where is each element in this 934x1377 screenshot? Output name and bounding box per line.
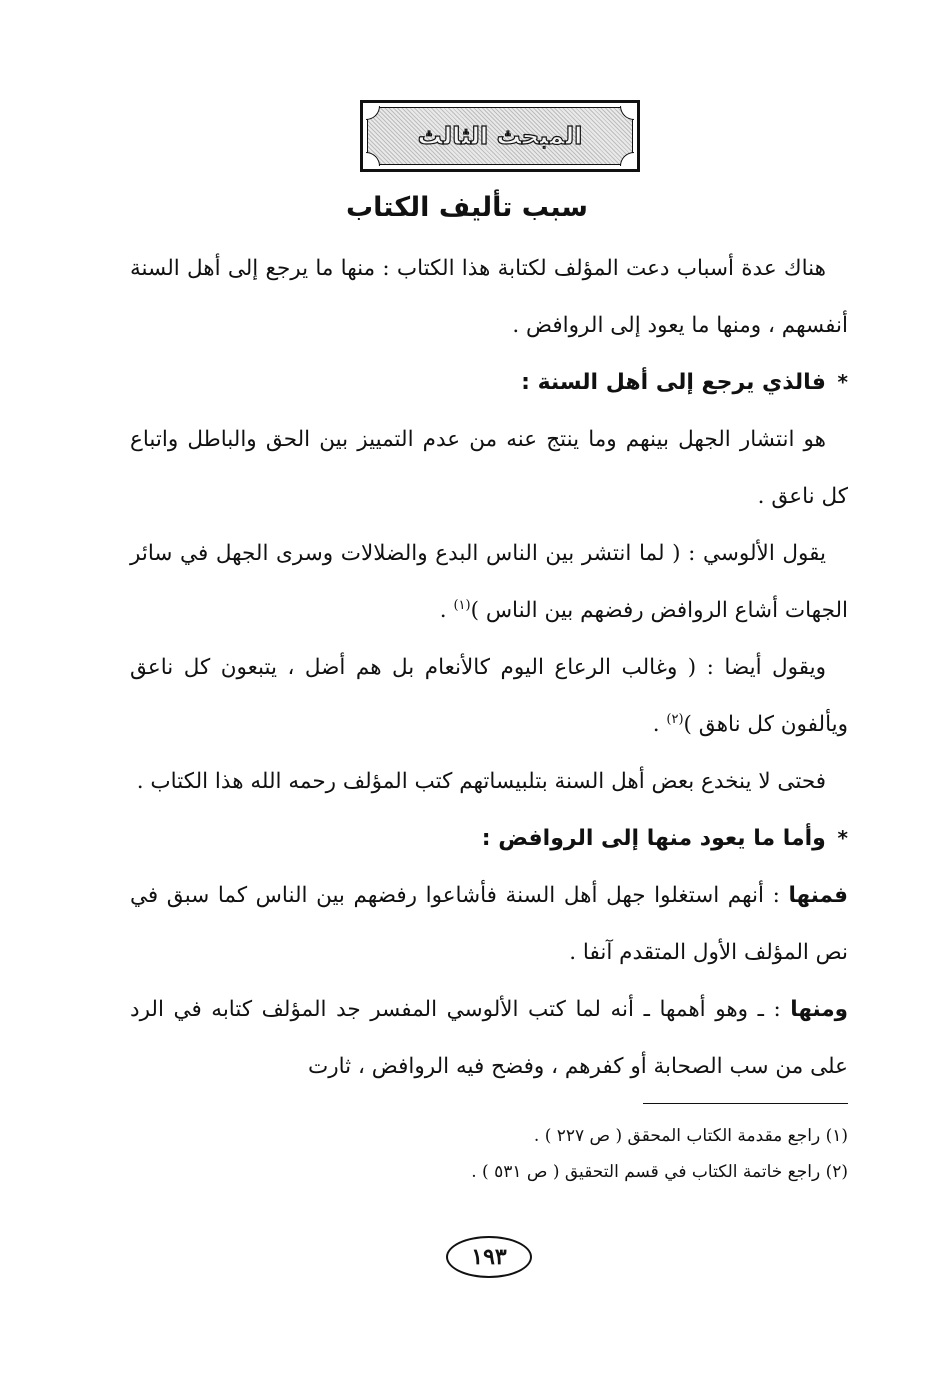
paragraph: هو انتشار الجهل بينهم وما ينتج عنه من عدم التمييز بين الحق والباطل واتباع كل ناعق . xyxy=(130,427,848,509)
quote-text: ويقول أيضا : ( وغالب الرعاع اليوم كالأنعام بل هم أضل ، يتبعون كل ناعق ويألفون كل ناهق ) xyxy=(130,655,848,737)
chapter-title-frame xyxy=(360,100,640,172)
footnote-ref[interactable]: (٢) xyxy=(666,711,684,727)
paragraph-quote xyxy=(130,639,848,753)
subheading-text: وأما ما يعود منها إلى الروافض : xyxy=(481,826,826,851)
frame-corner-ornament xyxy=(620,152,634,166)
paragraph xyxy=(130,981,848,1095)
paragraph: فحتى لا ينخدع بعض أهل السنة بتلبيساتهم كتب المؤلف رحمه الله هذا الكتاب . xyxy=(136,769,826,794)
chapter-title-panel xyxy=(367,107,633,165)
paragraph-text: : أنهم استغلوا جهل أهل السنة فأشاعوا رفضهم بين الناس كما سبق في نص المؤلف الأول المتقدم آنفا . xyxy=(130,883,848,965)
star-bullet: * xyxy=(837,370,848,394)
subheading xyxy=(130,810,848,867)
frame-corner-ornament xyxy=(620,106,634,120)
footnote: (٢) راجع خاتمة الكتاب في قسم التحقيق ( ص ٥٣١ ) . xyxy=(471,1162,848,1182)
paragraph-lead: فمنها xyxy=(788,883,848,908)
subheading xyxy=(130,354,848,411)
paragraph: هناك عدة أسباب دعت المؤلف لكتابة هذا الكتاب : منها ما يرجع إلى أهل السنة أنفسهم ، ومنها ما يعود إلى الروافض . xyxy=(130,256,848,338)
frame-corner-ornament xyxy=(366,152,380,166)
footnote: (١) راجع مقدمة الكتاب المحقق ( ص ٢٢٧ ) . xyxy=(533,1126,848,1146)
quote-text: يقول الألوسي : ( لما انتشر بين الناس البدع والضلالات وسرى الجهل في سائر الجهات أشاع الروافض رفضهم بين الناس ) xyxy=(130,541,848,623)
section-title: سبب تأليف الكتاب xyxy=(346,192,588,223)
main-text xyxy=(130,240,848,1095)
footnote-divider xyxy=(643,1103,848,1104)
footnotes xyxy=(130,1118,848,1190)
chapter-title: المبحث الثالث xyxy=(417,122,583,150)
paragraph-lead: ومنها xyxy=(790,997,848,1022)
star-bullet: * xyxy=(837,826,848,850)
paragraph-quote xyxy=(130,525,848,639)
sentence-end: . xyxy=(439,598,454,623)
sentence-end: . xyxy=(652,712,667,737)
page-number: ١٩٣ xyxy=(446,1236,532,1278)
paragraph-text: : ـ وهو أهمها ـ أنه لما كتب الألوسي المفسر جد المؤلف كتابه في الرد على من سب الصحابة أو كفرهم ، وفضح فيه الروافض ، ثارت xyxy=(130,997,848,1079)
subheading-text: فالذي يرجع إلى أهل السنة : xyxy=(521,370,826,395)
frame-corner-ornament xyxy=(366,106,380,120)
footnote-ref[interactable]: (١) xyxy=(453,597,471,613)
paragraph xyxy=(130,867,848,981)
